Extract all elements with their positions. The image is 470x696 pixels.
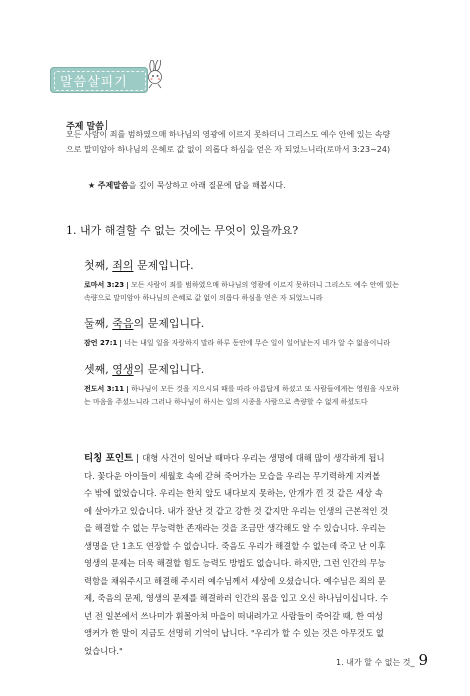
point-keyword: 죄의 xyxy=(112,259,134,272)
point-keyword: 영생 xyxy=(112,363,134,376)
teaching-line: 제, 죽음의 문제, 영생의 문제를 해결하러 인간의 몸을 입고 오신 하나님이십니다. 수 xyxy=(84,593,389,603)
footer-text: 1. 내가 할 수 없는 것_ xyxy=(336,658,415,667)
point-suffix: 문제입니다. xyxy=(133,259,194,272)
teaching-line: 을 해결할 수 없는 무능력한 존재라는 것을 조금만 생각해도 알 수 있습니다. 우리는 xyxy=(84,523,386,533)
page-number: 9 xyxy=(418,651,428,669)
page-footer xyxy=(336,651,428,669)
teaching-point xyxy=(84,450,416,660)
teaching-line: 대형 사건이 일어날 때마다 우리는 생명에 대해 많이 생각하게 됩니 xyxy=(142,453,385,463)
theme-label: 주제 말씀 xyxy=(66,122,104,132)
point-reference xyxy=(84,383,424,409)
ref-text: 하나님이 모든 것을 지으시되 때를 따라 아름답게 하셨고 또 사람들에게는 영원을 사모하 xyxy=(131,385,400,393)
ref-text: 는 마음을 주셨느니라 그러나 하나님이 하시는 일의 시종을 사람으로 측량할 수 없게 하셨도다 xyxy=(84,398,368,406)
point-heading xyxy=(84,315,204,331)
teaching-label: 티칭 포인트 xyxy=(84,453,134,464)
point-heading xyxy=(84,257,194,273)
ref-text: 너는 내일 일을 자랑하지 말라 하루 동안에 무슨 일이 일어날는지 네가 알 수 없음이니라 xyxy=(124,339,390,347)
badge-label: 말씀살피기 xyxy=(60,75,128,90)
theme-text-line: 으로 말미암아 하나님의 은혜로 값 없이 의롭다 하심을 얻은 자 되었느니라(로마서 3:23~24) xyxy=(66,145,391,154)
teaching-line: 에 살아가고 있습니다. 내가 잘난 것 같고 강한 것 같지만 우리는 인생의 근본적인 것 xyxy=(84,505,389,516)
teaching-line: 앵커가 한 말이 지금도 선명히 기억이 납니다. "우리가 할 수 있는 것은 아무것도 없 xyxy=(84,628,385,638)
divider xyxy=(137,454,138,463)
teaching-line: 영생의 문제는 더욱 해결할 힘도 능력도 방법도 없습니다. 하지만, 그런 인간의 무능 xyxy=(84,558,386,568)
rabbit-character-icon xyxy=(144,60,166,90)
instruction xyxy=(88,180,286,191)
theme-text-line: 모든 사람이 죄를 범하였으매 하나님의 영광에 이르지 못하더니 그리스도 예수 안에 있는 속량 xyxy=(66,130,391,139)
question-number: 1. xyxy=(66,224,77,237)
teaching-line: 생명을 단 1초도 연장할 수 없습니다. 죽음도 우리가 해결할 수 없는데 죽고 난 이후 xyxy=(84,540,386,551)
point-prefix: 둘째, xyxy=(84,317,113,330)
divider xyxy=(127,282,128,289)
instruction-text: 을 깊이 묵상하고 아래 질문에 답을 해봅시다. xyxy=(128,181,286,190)
ref-label: 전도서 3:11 xyxy=(84,385,125,393)
star-icon: ★ xyxy=(88,181,96,190)
point-reference xyxy=(84,279,424,305)
teaching-line: 년 전 일본에서 쓰나미가 휘몰아쳐 마을이 떠내려가고 사람들이 죽어갈 때, 한 여성 xyxy=(84,610,383,621)
theme-text xyxy=(66,127,426,157)
teaching-line: 었습니다." xyxy=(84,645,123,656)
point-keyword: 죽음 xyxy=(112,317,134,330)
ref-label: 잠언 27:1 xyxy=(84,339,118,347)
question-heading xyxy=(66,222,298,238)
point-prefix: 첫째, xyxy=(84,259,113,272)
divider xyxy=(127,386,128,393)
question-text: 내가 해결할 수 없는 것에는 무엇이 있을까요? xyxy=(80,224,299,237)
instruction-keyword: 주제말씀 xyxy=(97,181,129,190)
ref-text: 모든 사람이 죄를 범하였으매 하나님의 영광에 이르지 못하더니 그리스도 예수 안에 있는 xyxy=(131,281,400,289)
point-suffix: 의 문제입니다. xyxy=(133,317,205,330)
point-heading xyxy=(84,361,204,377)
point-reference xyxy=(84,337,424,350)
divider xyxy=(120,340,121,347)
point-suffix: 의 문제입니다. xyxy=(133,363,205,376)
ref-label: 로마서 3:23 xyxy=(84,281,125,289)
ref-text: 속량으로 말미암아 하나님의 은혜로 값 없이 의롭다 하심을 얻은 자 되었느니라 xyxy=(84,294,323,302)
teaching-line: 다. 꽃다운 아이들이 세월호 속에 갇혀 죽어가는 모습을 우리는 무기력하게 지켜볼 xyxy=(84,470,381,481)
teaching-line: 수 밖에 없었습니다. 우리는 한치 앞도 내다보지 못하는, 안개가 낀 것 같은 세상 속 xyxy=(84,488,383,498)
point-prefix: 셋째, xyxy=(84,363,113,376)
teaching-line: 력함을 채워주시고 해결해 주시러 예수님께서 세상에 오셨습니다. 예수님은 죄의 문 xyxy=(84,575,386,586)
section-badge xyxy=(46,64,160,98)
